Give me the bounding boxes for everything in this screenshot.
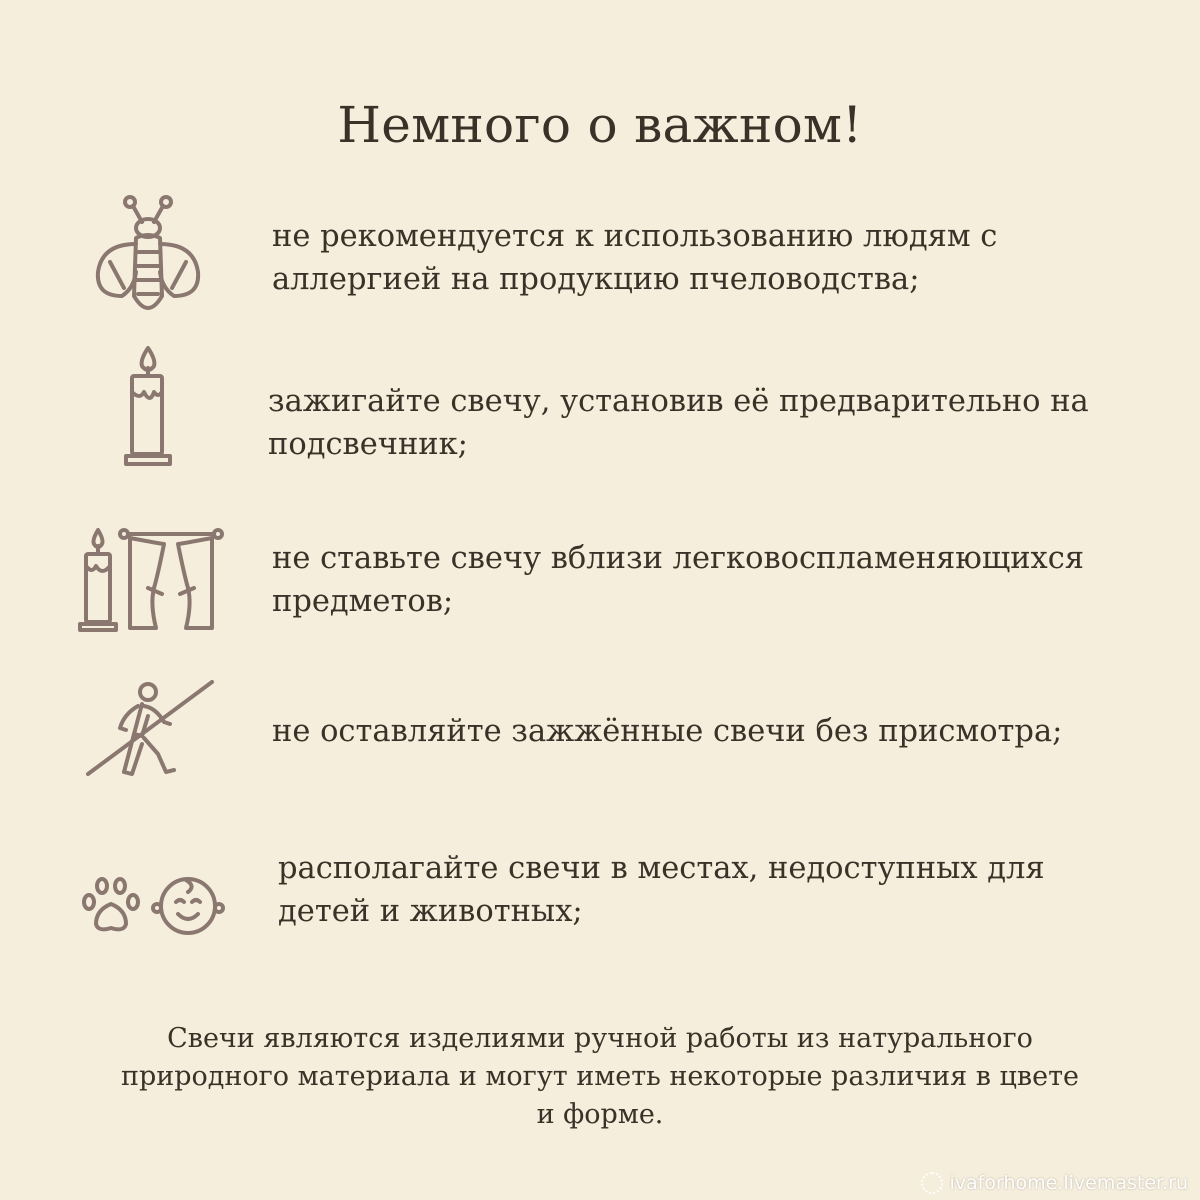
rule-text-unattended: не оставляйте зажжённые свечи без присмотра; <box>272 714 1063 749</box>
candle-curtains-icon <box>74 524 226 636</box>
page-title: Немного о важном! <box>337 95 863 154</box>
rule-text-flammable: не ставьте свечу вблизи легковоспламеняющихся предметов; <box>272 541 1085 619</box>
child-face-icon <box>153 879 223 933</box>
no-walking-away-icon <box>86 680 216 778</box>
paw-icon <box>84 879 138 929</box>
watermark <box>921 1172 1188 1194</box>
rule-text-allergy: не рекомендуется к использованию людям с аллергией на продукцию пчеловодства; <box>272 219 998 297</box>
bee-icon <box>92 192 204 322</box>
handmade-note: Свечи являются изделиями ручной работы из натурального природного материала и могут иметь некоторые различия в цвете и форме. <box>120 1023 1080 1130</box>
candle-icon <box>122 344 174 468</box>
rule-text-children-pets: располагайте свечи в местах, недоступных для детей и животных; <box>278 851 1045 929</box>
livemaster-logo-icon <box>921 1172 943 1194</box>
watermark-text: ivaforhome.livemaster.ru <box>949 1172 1188 1194</box>
paw-and-child-icon <box>80 874 230 938</box>
rule-text-candlestick: зажигайте свечу, установив её предварительно на подсвечник; <box>268 384 1089 462</box>
